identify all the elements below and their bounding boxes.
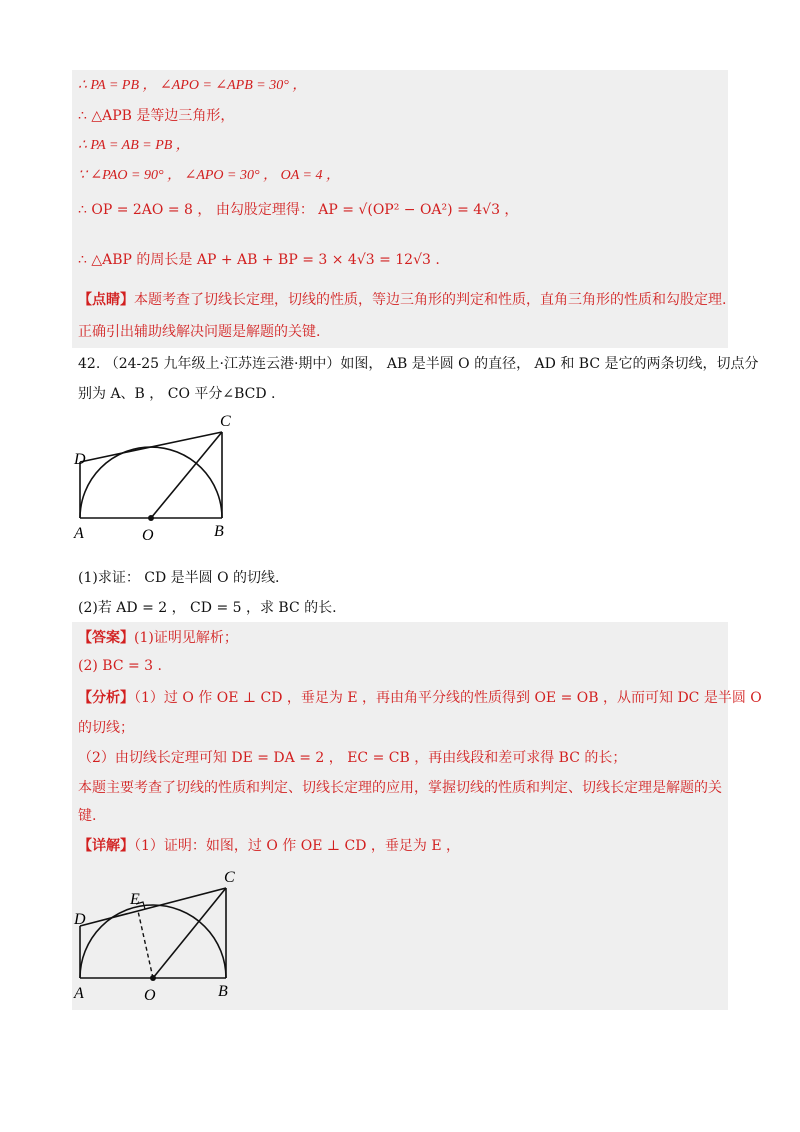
comment-line-2: 正确引出辅助线解决问题是解题的关键. <box>78 324 321 340</box>
label-d: D <box>74 451 86 468</box>
label-o-2: O <box>144 987 156 1004</box>
label-b-2: B <box>218 983 228 1000</box>
label-d-2: D <box>74 911 86 928</box>
analysis-text-1: （1）过 O 作 OE ⊥ CD ，垂足为 E ，再由角平分线的性质得到 OE = OB ，从而可知 DC 是半圆 O <box>134 690 762 706</box>
center-point-o <box>148 515 154 521</box>
problem-stem-2: 别为 A、B ， CO 平分∠BCD . <box>78 386 276 402</box>
answer-line-1 <box>78 628 238 648</box>
analysis-line-3b: 键. <box>78 808 97 824</box>
segment-cd-2 <box>80 888 226 926</box>
detail-line-1 <box>78 836 460 856</box>
question-2: (2)若 AD = 2 ， CD = 5 ，求 BC 的长. <box>78 600 337 616</box>
geometry-figure-1 <box>72 410 252 546</box>
problem-stem-1 <box>78 354 759 374</box>
answer-tag: 【答案】 <box>78 630 134 646</box>
answer-text-1: (1)证明见解析； <box>134 630 238 646</box>
problem-stem-text: （24-25 九年级上·江苏连云港·期中）如图， AB 是半圆 O 的直径， AD 和 BC 是它的两条切线，切点分 <box>104 356 759 372</box>
label-c: C <box>220 413 231 430</box>
label-o: O <box>142 527 154 544</box>
question-1: (1)求证： CD 是半圆 O 的切线. <box>78 570 280 586</box>
detail-tag: 【详解】 <box>78 838 134 854</box>
label-a-2: A <box>74 985 84 1002</box>
solution-line-2: ∴ △APB 是等边三角形， <box>78 108 235 124</box>
analysis-line-3: 本题主要考查了切线的性质和判定、切线长定理的应用，掌握切线的性质和判定、切线长定理是解题的关 <box>78 780 722 796</box>
comment-text-1: 本题考查了切线长定理，切线的性质，等边三角形的判定和性质，直角三角形的性质和勾股定理. <box>134 292 727 308</box>
label-b: B <box>214 523 224 540</box>
solution-line-4: ∵ ∠PAO = 90° ， ∠APO = 30° ， OA = 4 ， <box>78 168 340 183</box>
solution-line-5: ∴ OP = 2AO = 8 ， 由勾股定理得： AP = √(OP² − OA²) = 4√3 ， <box>78 202 519 218</box>
geometry-figure-2 <box>72 866 252 1006</box>
analysis-tag: 【分析】 <box>78 690 134 706</box>
solution-line-3: ∴ PA = AB = PB ， <box>78 138 190 153</box>
segment-co-2 <box>153 888 226 978</box>
label-c-2: C <box>224 869 235 886</box>
label-e: E <box>130 891 140 908</box>
analysis-line-2: （2）由切线长定理可知 DE = DA = 2 ， EC = CB ，再由线段和差可求得 BC 的长； <box>78 750 627 766</box>
detail-text-1: （1）证明：如图，过 O 作 OE ⊥ CD ，垂足为 E ， <box>134 838 461 854</box>
solution-line-1: ∴ PA = PB ， ∠APO = ∠APB = 30° ， <box>78 78 307 93</box>
comment-tag: 【点睛】 <box>78 292 134 308</box>
comment-line-1 <box>78 290 726 310</box>
segment-oe-dashed <box>138 911 153 978</box>
problem-number: 42. <box>78 356 101 372</box>
analysis-line-1b: 的切线； <box>78 720 134 736</box>
answer-line-2: (2) BC = 3 . <box>78 658 162 674</box>
solution-line-6: ∴ △ABP 的周长是 AP + AB + BP = 3 × 4√3 = 12√3 . <box>78 252 440 268</box>
center-point-o-2 <box>150 975 156 981</box>
label-a: A <box>74 525 84 542</box>
analysis-line-1 <box>78 688 762 708</box>
